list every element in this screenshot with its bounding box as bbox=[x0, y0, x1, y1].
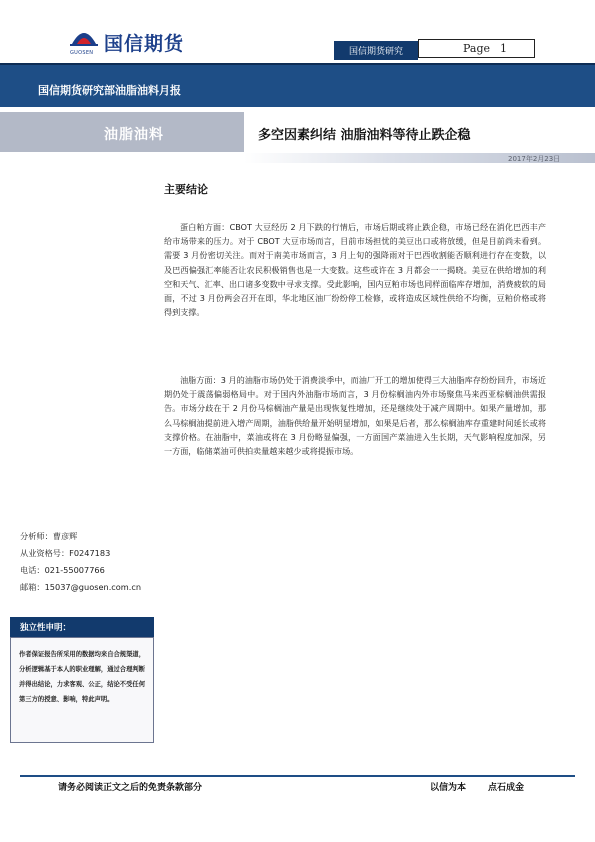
report-headline: 多空因素纠结 油脂油料等待止跌企稳 bbox=[258, 128, 471, 143]
analyst-email-label: 邮箱： bbox=[20, 582, 45, 592]
analyst-license-label: 从业资格号： bbox=[20, 548, 70, 558]
analyst-email: 15037@guosen.com.cn bbox=[44, 582, 142, 592]
analyst-phone-label: 电话： bbox=[20, 565, 45, 575]
page-indicator bbox=[418, 39, 535, 58]
guosen-logo bbox=[70, 26, 184, 58]
analyst-license-row bbox=[20, 548, 110, 559]
analyst-email-row bbox=[20, 582, 141, 593]
guosen-emblem-icon bbox=[70, 26, 98, 48]
analyst-license: F0247183 bbox=[69, 548, 111, 558]
footer-disclaimer: 请务必阅读正文之后的免责条款部分 bbox=[58, 783, 203, 793]
category-label: 油脂油料 bbox=[104, 127, 164, 143]
logo-subtext: GUOSEN bbox=[70, 50, 94, 56]
paragraph-oil: 油脂方面：3 月的油脂市场仍处于消费淡季中，而油厂开工的增加使得三大油脂库存纷纷回升，市场近期仍处于震荡偏弱格局中。对于国内外油脂市场而言，3 月份棕榈油内外市场聚焦马来西亚棕榈油供需报告。市场分歧在于 2 月份马棕榈油产量是出现恢复性增加，还是继续处于减产周期中。如果产量增加，那么马棕榈油提前进入增产周期，油脂供给量开始明显增加，如果是后者，那么棕榈油库存重建时间延长或将支撑价格。在油脂中，菜油或将在 3 月份略显偏强，一方面国产菜油进入生长期，天气影响程度加深，另一方面，临储菜油可供拍卖量越来越少或将提振市场。 bbox=[164, 375, 546, 457]
report-date: 2017年2月23日 bbox=[508, 155, 561, 163]
report-series-title: 国信期货研究部油脂油料月报 bbox=[38, 84, 181, 97]
independence-statement: 作者保证报告所采用的数据均来自合规渠道，分析逻辑基于本人的职业理解，通过合理判断并得出结论，力求客观、公正，结论不受任何第三方的授意、影响，特此声明。 bbox=[10, 637, 154, 743]
paragraph-meal: 蛋白粕方面：CBOT 大豆经历 2 月下跌的行情后，市场后期或将止跌企稳，市场已经在消化巴西丰产给市场带来的压力。对于 CBOT 大豆市场而言，目前市场担忧的美豆出口或将放缓，但是目前尚未看到。需要 3 月份密切关注。而对于南美市场而言，3 月上旬的强降雨对于巴西收割能否顺利进行存在变数，以及巴西偏强汇率能否让农民积极销售也是一大变数。这些或许在 3 月都会一一揭晓。美豆在供给增加的利空和天气、汇率、出口诸多变数中寻求支撑。受此影响，国内豆粕市场也同样面临库存增加，消费疲软的局面，不过 3 月份两会召开在即，华北地区油厂纷纷停工检修，或将造成区域性供给不均衡，豆粕价格或将得到支撑。 bbox=[164, 222, 546, 318]
footer-motto-1: 以信为本 bbox=[430, 783, 467, 793]
section-title: 主要结论 bbox=[164, 183, 208, 196]
footer-motto-2: 点石成金 bbox=[488, 783, 525, 793]
independence-title: 独立性申明： bbox=[10, 617, 154, 637]
footer-divider bbox=[20, 775, 575, 777]
analyst-name-label: 分析师： bbox=[20, 531, 53, 541]
page-number: 1 bbox=[500, 42, 508, 55]
footer-motto bbox=[430, 780, 524, 793]
page-label: Page bbox=[463, 42, 491, 55]
department-label: 国信期货研究 bbox=[334, 41, 418, 60]
analyst-name-row bbox=[20, 531, 77, 542]
logo-name: 国信期货 bbox=[104, 33, 185, 55]
analyst-name: 曹彦辉 bbox=[52, 531, 78, 541]
analyst-phone: 021-55007766 bbox=[44, 565, 105, 575]
analyst-phone-row bbox=[20, 565, 105, 576]
